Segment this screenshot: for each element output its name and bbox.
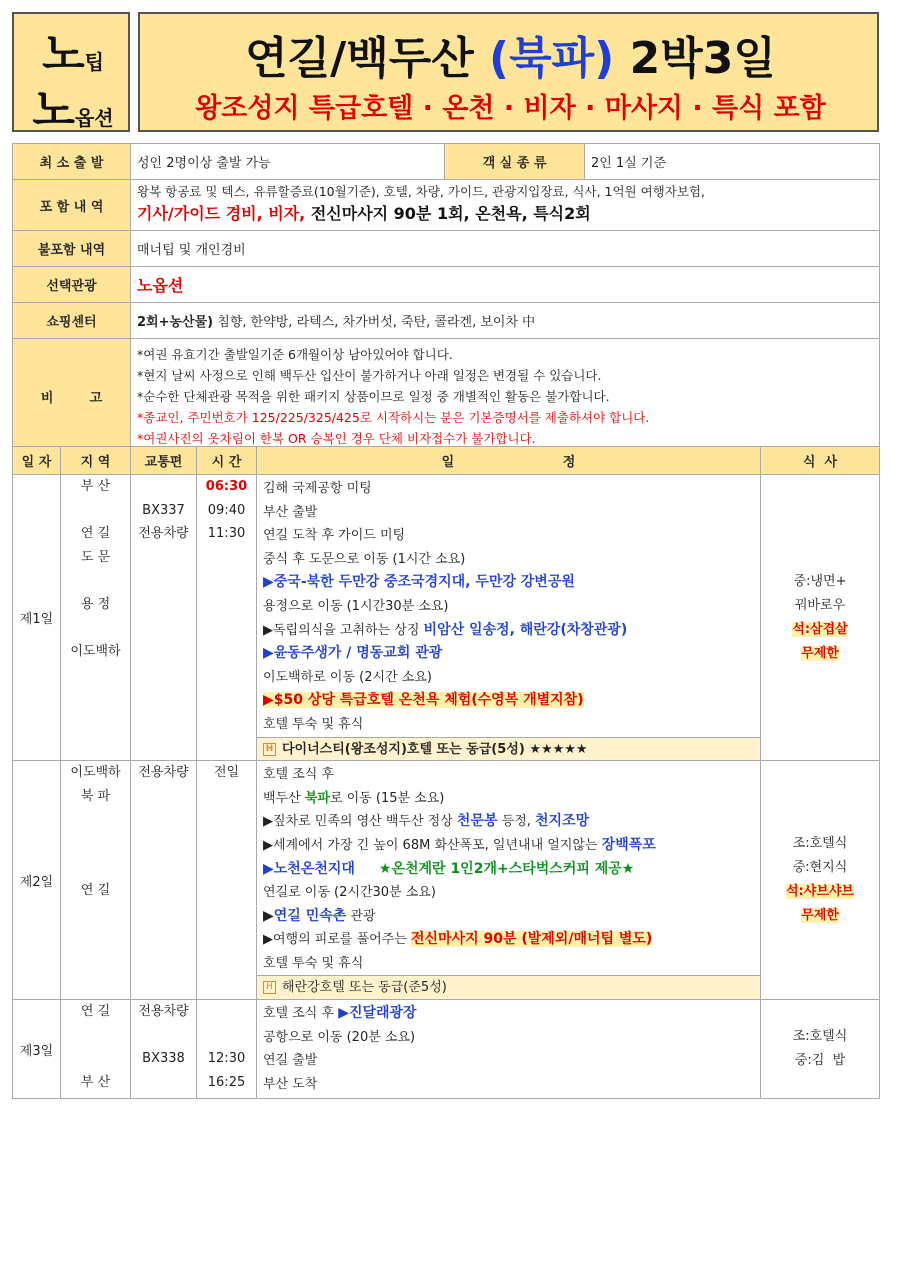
day1-row (13, 475, 880, 761)
logo-no-tip: 노팁 (42, 29, 104, 80)
included-line2: 기사/가이드 경비, 비자, 전신마사지 90분 1회, 온천욕, 특식2회 (137, 204, 591, 223)
schedule-item: 연길 도착 후 가이드 미팅 (263, 528, 406, 544)
day1-transports: BX337 전용차량 (131, 475, 197, 761)
schedule-item: 호텔 조식 후 (263, 767, 335, 783)
header (12, 12, 879, 136)
day2-regions: 이도백하 북 파 연 길 (61, 761, 131, 1000)
row-optional (13, 267, 880, 303)
included-line1: 왕복 항공료 및 텍스, 유류할증료(10월기준), 호텔, 차량, 가이드, 관광지입장료, 식사, 1억원 여행자보험, (137, 184, 705, 199)
schedule-item: 백두산 북파로 이동 (15분 소요) (263, 790, 445, 806)
day3-meals: 조:호텔식 중:김 밥 (761, 1000, 880, 1099)
row-included (13, 180, 880, 231)
schedule-item: 호텔 투숙 및 휴식 (263, 716, 364, 732)
schedule-item: 호텔 조식 후 ▶진달래광장 (263, 1005, 417, 1022)
schedule-item: 호텔 투숙 및 휴식 (263, 955, 364, 971)
day1-times: 06:30 09:40 11:30 (197, 475, 257, 761)
day2-schedule (257, 761, 761, 1000)
schedule-item: 연길로 이동 (2시간30분 소요) (263, 885, 436, 901)
day3-schedule (257, 1000, 761, 1099)
schedule-item: ▶여행의 피로를 풀어주는 전신마사지 90분 (발제외/매너팁 별도) (263, 931, 653, 948)
schedule-item: ▶짚차로 민족의 영산 백두산 정상 천문봉 등정, 천지조망 (263, 813, 590, 830)
schedule-item: 김해 국제공항 미팅 (263, 481, 372, 496)
optional-value: 노옵션 (131, 267, 880, 303)
schedule-item: 중식 후 도문으로 이동 (1시간 소요) (263, 551, 466, 567)
row-excluded (13, 231, 880, 267)
schedule-highlight: ▶$50 상당 특급호텔 온천욕 체험(수영복 개별지참) (263, 692, 584, 709)
schedule-item: 부산 도착 (263, 1076, 318, 1092)
schedule-highlight: ▶노천온천지대 ★온천계란 1인2개+스타벅스커피 제공★ (263, 860, 635, 877)
day2-meals: 조:호텔식 중:현지식 석:샤브샤브 무제한 (761, 761, 880, 1000)
day1-regions: 부 산 연 길 도 문 용 정 이도백하 (61, 475, 131, 761)
excluded-label: 불포함 내역 (13, 231, 131, 267)
min-departure-value: 성인 2명이상 출발 가능 (131, 144, 445, 180)
day3-regions: 연 길 부 산 (61, 1000, 131, 1099)
room-type-value: 2인 1실 기준 (585, 144, 880, 180)
logo-box (12, 12, 130, 136)
logo-no-option: 노옵션 (32, 85, 114, 136)
col-time: 시 간 (197, 447, 257, 475)
shopping-value: 2회+농산물) 침향, 한약방, 라텍스, 차가버섯, 죽탄, 콜라겐, 보이차 中 (131, 303, 880, 339)
day1-hotel: H 다이너스티(왕조성지)호텔 또는 동급(5성) ★★★★★ (257, 737, 760, 761)
title-box (138, 12, 879, 132)
remark-item-warning: *여권사진의 옷차림이 한복 OR 승복인 경우 단체 비자접수가 불가합니다. (137, 431, 536, 446)
info-table (12, 143, 880, 455)
schedule-item: 연길 출발 (263, 1053, 318, 1069)
page-subtitle: 왕조성지 특급호텔 · 온천 · 비자 · 마사지 · 특식 포함 (195, 93, 826, 124)
schedule-highlight: ▶윤동주생가 / 명동교회 관광 (263, 645, 443, 662)
col-meal: 식 사 (761, 447, 880, 475)
day3-transports: 전용차량 BX338 (131, 1000, 197, 1099)
col-transport: 교통편 (131, 447, 197, 475)
remark-item-warning: *종교인, 주민번호가 125/225/325/425로 시작하시는 분은 기본증명서를 제출하셔야 합니다. (137, 410, 650, 425)
day1-schedule (257, 475, 761, 761)
day2-row (13, 761, 880, 1000)
col-schedule: 일 정 (257, 447, 761, 475)
day3-label: 제3일 (13, 1000, 61, 1099)
day2-hotel: H 해란강호텔 또는 동급(준5성) (257, 975, 760, 999)
row-shopping (13, 303, 880, 339)
day1-label: 제1일 (13, 475, 61, 761)
schedule-item: 부산 출발 (263, 504, 318, 520)
remark-item: *현지 날씨 사정으로 인해 백두산 입산이 불가하거나 아래 일정은 변경될 수 있습니다. (137, 368, 602, 383)
schedule-item: ▶독립의식을 고취하는 상징 비암산 일송정, 해란강(차창관광) (263, 621, 628, 638)
day3-row (13, 1000, 880, 1099)
optional-label: 선택관광 (13, 267, 131, 303)
schedule-item: 이도백하로 이동 (2시간 소요) (263, 669, 432, 685)
schedule-item: 공항으로 이동 (20분 소요) (263, 1029, 416, 1045)
hotel-icon: H (263, 981, 276, 994)
hotel-icon: H (263, 743, 276, 756)
min-departure-label: 최 소 출 발 (13, 144, 131, 180)
itinerary-table (12, 446, 880, 1099)
schedule-item: 용정으로 이동 (1시간30분 소요) (263, 598, 449, 614)
day3-times: 12:30 16:25 (197, 1000, 257, 1099)
day2-label: 제2일 (13, 761, 61, 1000)
row-min-departure (13, 144, 880, 180)
remarks-label: 비 고 (13, 339, 131, 455)
shopping-label: 쇼핑센터 (13, 303, 131, 339)
day1-meals: 중:냉면+ 꿔바로우 석:삼겹살 무제한 (761, 475, 880, 761)
included-label: 포 함 내 역 (13, 180, 131, 231)
schedule-highlight: ▶중국-북한 두만강 중조국경지대, 두만강 강변공원 (263, 574, 575, 591)
row-remarks (13, 339, 880, 455)
included-value (131, 180, 880, 231)
remarks-value (131, 339, 880, 455)
remark-item: *순수한 단체관광 목적을 위한 패키지 상품이므로 일정 중 개별적인 활동은 불가합니다. (137, 389, 610, 404)
schedule-highlight: ▶연길 민속촌 관광 (263, 907, 376, 924)
itinerary-header (13, 447, 880, 475)
day2-transport: 전용차량 (131, 761, 197, 1000)
day2-time: 전일 (197, 761, 257, 1000)
room-type-label: 객 실 종 류 (445, 144, 585, 180)
col-region: 지 역 (61, 447, 131, 475)
col-day: 일 자 (13, 447, 61, 475)
excluded-value: 매너팁 및 개인경비 (131, 231, 880, 267)
schedule-item: ▶세계에서 가장 긴 높이 68M 화산폭포, 일년내내 얼지않는 장백폭포 (263, 836, 656, 853)
page-title: 연길/백두산 (북파) 2박3일 (245, 33, 776, 84)
remark-item: *여권 유효기간 출발일기준 6개월이상 남아있어야 합니다. (137, 347, 453, 362)
